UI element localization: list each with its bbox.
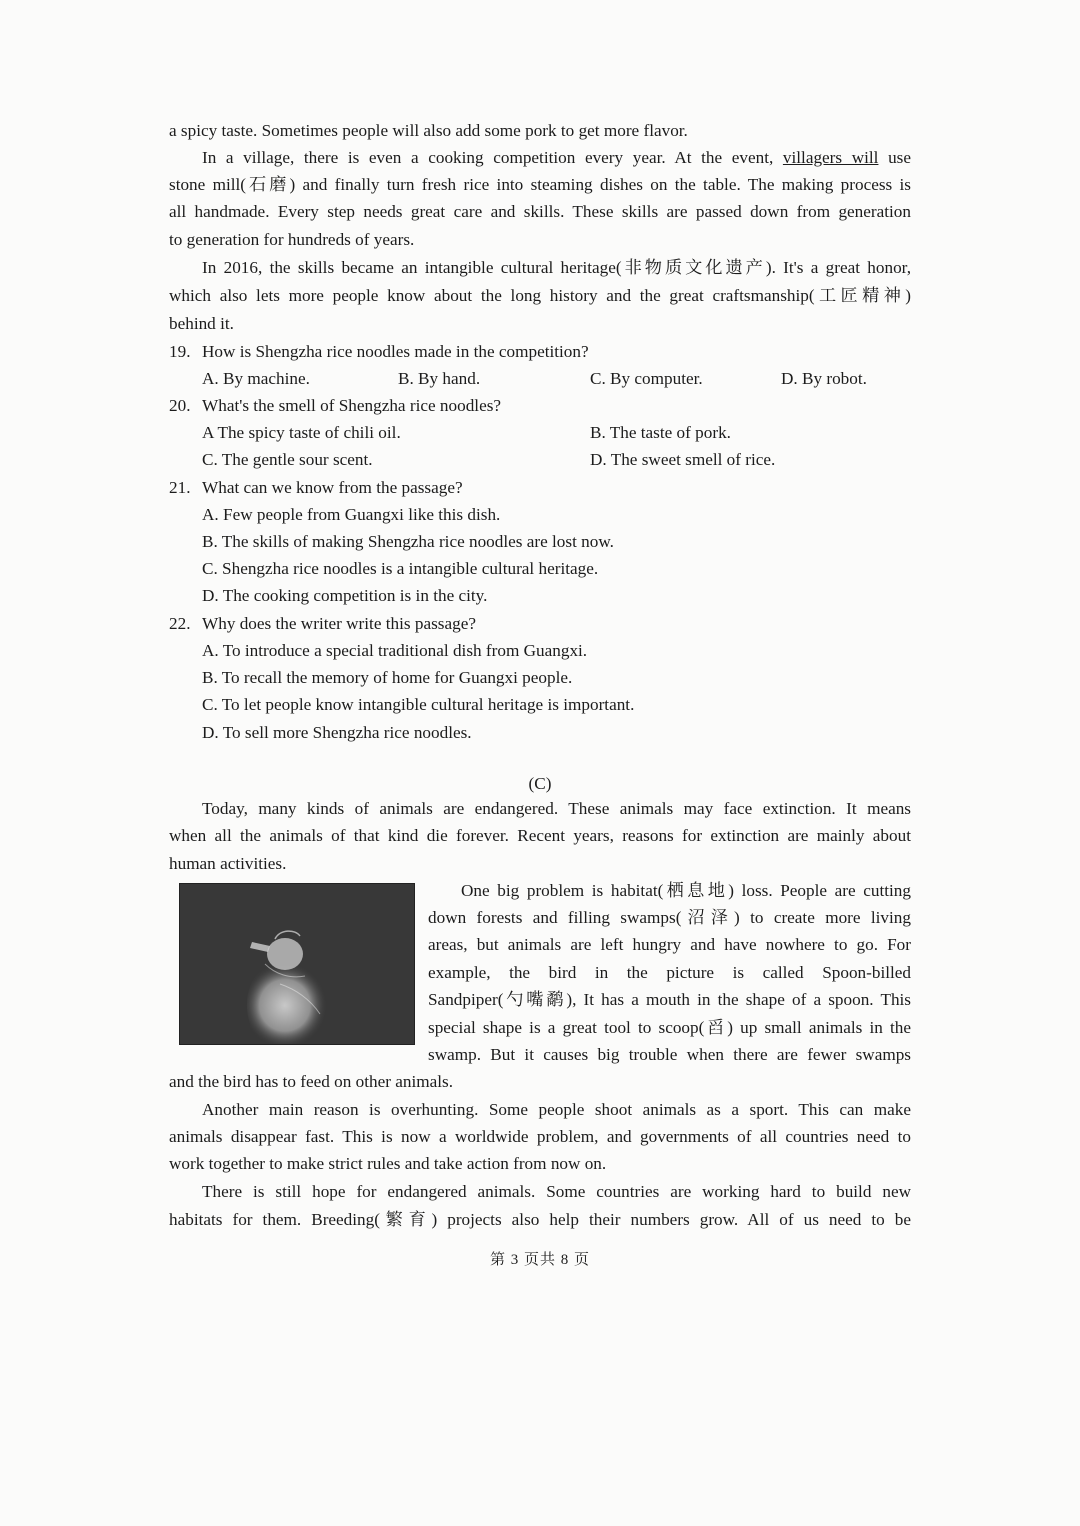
passage-c-line: Sandpiper(勺嘴鹬), It has a mouth in the shape of a spoon. This [428,990,911,1009]
option-d: D. To sell more Shengzha rice noodles. [202,723,472,742]
spoon-billed-sandpiper-photo [179,883,415,1045]
option-d: D. The sweet smell of rice. [590,450,776,469]
bird-illustration [180,884,414,1044]
option-c: C. By computer. [590,369,703,388]
text-span: use [888,148,911,167]
passage-b-line: stone mill(石磨) and finally turn fresh rice into steaming dishes on the table. The making process is [169,175,911,194]
question-number: 21. [169,478,191,497]
passage-c-line: One big problem is habitat(栖息地) loss. People are cutting [461,881,911,900]
question-text: What can we know from the passage? [202,478,463,497]
passage-b-line: which also lets more people know about the long history and the great craftsmanship(工匠精神) [169,286,911,305]
passage-c-line: down forests and filling swamps(沼泽) to create more living [428,908,911,927]
passage-c-line: There is still hope for endangered animals. Some countries are working hard to build new [202,1182,911,1201]
question-text: What's the smell of Shengzha rice noodles? [202,396,502,415]
question-text: How is Shengzha rice noodles made in the competition? [202,342,589,361]
option-b: B. The taste of pork. [590,423,731,442]
passage-c-line: habitats for them. Breeding(繁育) projects also help their numbers grow. All of us need to be [169,1210,911,1229]
passage-c-line: Today, many kinds of animals are endangered. These animals may face extinction. It means [202,799,911,818]
passage-c-line: special shape is a great tool to scoop(舀) up small animals in the [428,1018,911,1037]
section-label: (C) [528,774,552,793]
passage-c-line: swamp. But it causes big trouble when there are fewer swamps [428,1045,911,1064]
passage-b-line: a spicy taste. Sometimes people will also add some pork to get more flavor. [169,121,688,140]
text-span: In a village, there is even a cooking competition every year. At the event, [202,148,774,167]
question-text: Why does the writer write this passage? [202,614,476,633]
passage-c-line: example, the bird in the picture is called Spoon-billed [428,963,911,982]
option-c: C. To let people know intangible cultural heritage is important. [202,695,635,714]
option-d: D. By robot. [781,369,867,388]
passage-c-line: when all the animals of that kind die forever. Recent years, reasons for extinction are mainly about [169,826,911,845]
passage-c-line: animals disappear fast. This is now a worldwide problem, and governments of all countries need to [169,1127,911,1146]
passage-b-line: to generation for hundreds of years. [169,230,415,249]
option-d: D. The cooking competition is in the city. [202,586,488,605]
passage-c-line: and the bird has to feed on other animals. [169,1072,453,1091]
passage-c-line: Another main reason is overhunting. Some people shoot animals as a sport. This can make [202,1100,911,1119]
question-number: 22. [169,614,191,633]
option-a: A. Few people from Guangxi like this dish. [202,505,501,524]
passage-b-line: In 2016, the skills became an intangible cultural heritage(非物质文化遗产). It's a great honor, [202,258,911,277]
option-b: B. The skills of making Shengzha rice noodles are lost now. [202,532,614,551]
option-a: A. By machine. [202,369,310,388]
page-footer: 第 3 页共 8 页 [489,1252,590,1268]
passage-c-line: areas, but animals are left hungry and have nowhere to go. For [428,935,911,954]
question-number: 19. [169,342,191,361]
passage-c-line: human activities. [169,854,287,873]
question-number: 20. [169,396,191,415]
option-c: C. The gentle sour scent. [202,450,373,469]
option-a: A The spicy taste of chili oil. [202,423,401,442]
option-c: C. Shengzha rice noodles is a intangible cultural heritage. [202,559,599,578]
passage-b-line: behind it. [169,314,234,333]
passage-b-paragraph-line [202,144,911,171]
passage-b-line: all handmade. Every step needs great care and skills. These skills are passed down from generation [169,202,911,221]
underlined-text: villagers will [782,148,879,167]
option-b: B. To recall the memory of home for Guangxi people. [202,668,573,687]
option-b: B. By hand. [398,369,481,388]
passage-c-line: work together to make strict rules and take action from now on. [169,1154,607,1173]
option-a: A. To introduce a special traditional dish from Guangxi. [202,641,588,660]
